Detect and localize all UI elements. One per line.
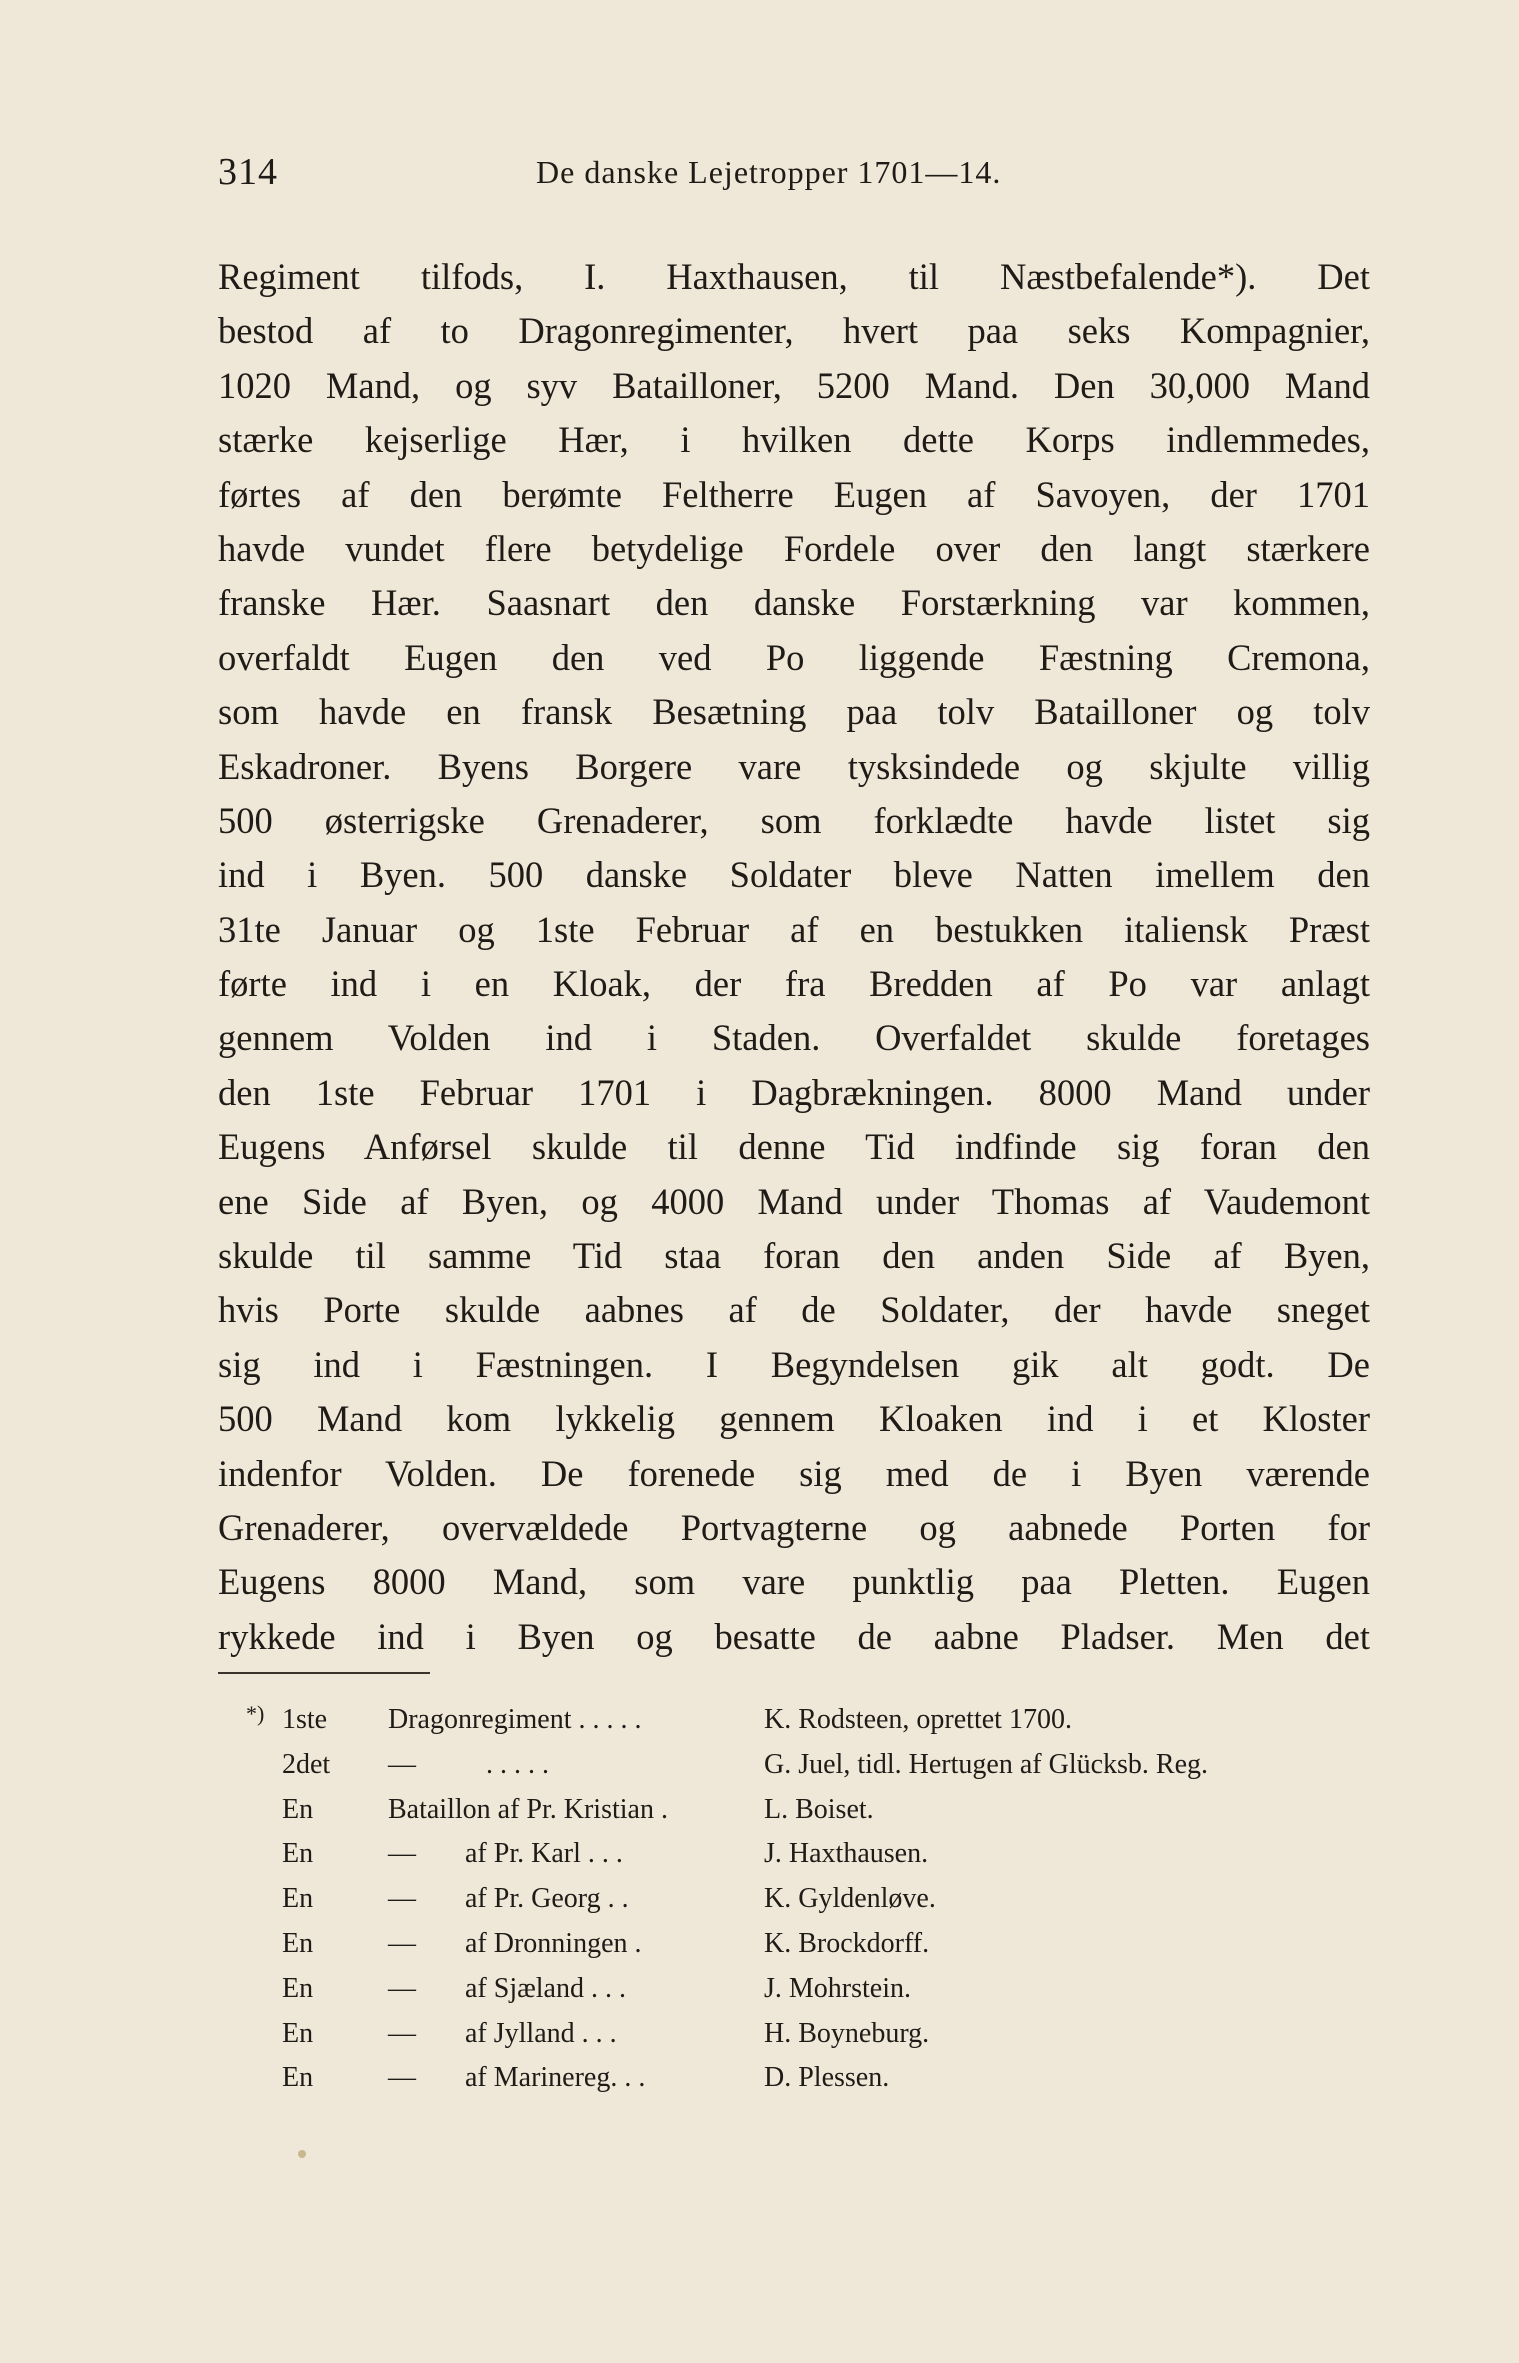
footnote-row	[270, 1832, 1380, 1877]
footnote-row	[270, 1788, 1380, 1833]
footnote-description: — af Marinereg. . .	[388, 2062, 646, 2094]
footnote-description: — af Pr. Georg . .	[388, 1883, 629, 1915]
footnote-row	[270, 1743, 1380, 1788]
text-line: ind i Byen. 500 danske Soldater bleve Natten imellem den	[218, 854, 1370, 896]
text-line: Regiment tilfods, I. Haxthausen, til Næstbefalende*). Det	[218, 256, 1370, 297]
footnote-description: Dragonregiment . . . . .	[388, 1704, 642, 1735]
text-line: den 1ste Februar 1701 i Dagbrækningen. 8000 Mand under	[218, 1071, 1370, 1113]
footnote-commander: J. Haxthausen.	[764, 1838, 929, 1870]
text-line: hvis Porte skulde aabnes af de Soldater, der havde sneget	[218, 1289, 1370, 1331]
text-line: ene Side af Byen, og 4000 Mand under Thomas af Vaudemont	[218, 1180, 1370, 1222]
footnote-unit: 1ste	[282, 1704, 328, 1735]
text-line: stærke kejserlige Hær, i hvilken dette Korps indlemmedes,	[218, 419, 1370, 461]
footnote-commander: L. Boiset.	[764, 1793, 874, 1825]
text-line: overfaldt Eugen den ved Po liggende Fæstning Cremona,	[218, 636, 1370, 678]
footnote-description: — af Dronningen .	[388, 1927, 642, 1959]
footnote-row	[270, 1877, 1380, 1922]
footnote-description: — af Jylland . . .	[388, 2017, 617, 2049]
text-line: 500 østerrigske Grenaderer, som forklædte havde listet sig	[218, 799, 1370, 841]
text-line: førte ind i en Kloak, der fra Bredden af Po var anlagt	[218, 963, 1370, 1005]
footnote-marker: *)	[246, 1701, 265, 1726]
footnote-divider	[218, 1672, 430, 1674]
footnote-unit: En	[282, 1838, 314, 1870]
text-line: Eugens Anførsel skulde til denne Tid indfinde sig foran den	[218, 1126, 1370, 1168]
text-line: havde vundet flere betydelige Fordele over den langt stærkere	[218, 527, 1370, 569]
text-line: sig ind i Fæstningen. I Begyndelsen gik alt godt. De	[218, 1343, 1370, 1385]
text-line: gennem Volden ind i Staden. Overfaldet skulde foretages	[218, 1017, 1370, 1059]
footnote-commander: D. Plessen.	[764, 2062, 890, 2094]
footnote-row	[270, 2012, 1380, 2057]
text-line: som havde en fransk Besætning paa tolv Batailloner og tolv	[218, 691, 1370, 733]
text-line: førtes af den berømte Feltherre Eugen af Savoyen, der 1701	[218, 473, 1370, 515]
running-title: De danske Lejetropper 1701—14.	[536, 154, 1002, 190]
text-line: 31te Januar og 1ste Februar af en bestukken italiensk Præst	[218, 908, 1370, 950]
footnote-commander: H. Boyneburg.	[764, 2017, 930, 2049]
footnote-unit: En	[282, 1883, 314, 1915]
text-line: Eugens 8000 Mand, som vare punktlig paa Pletten. Eugen	[218, 1561, 1370, 1603]
footnote-row	[270, 1922, 1380, 1967]
footnote-unit: En	[282, 2062, 314, 2094]
footnote-table	[246, 1698, 1380, 2101]
footnote-commander: G. Juel, tidl. Hertugen af Glücksb. Reg.	[764, 1748, 1209, 1780]
text-line: Grenaderer, overvældede Portvagterne og aabnede Porten for	[218, 1506, 1370, 1548]
footnote-description: — af Sjæland . . .	[388, 1972, 626, 2004]
text-line: franske Hær. Saasnart den danske Forstærkning var kommen,	[218, 582, 1370, 624]
footnote-commander: K. Rodsteen, oprettet 1700.	[764, 1704, 1072, 1735]
text-line: Eskadroner. Byens Borgere vare tysksindede og skjulte villig	[218, 745, 1370, 787]
footnote-description: — af Pr. Karl . . .	[388, 1838, 623, 1870]
footnote-unit: En	[282, 1793, 314, 1825]
footnote-row	[270, 1967, 1380, 2012]
paper-speck	[298, 2150, 306, 2158]
footnote-unit: En	[282, 2017, 314, 2049]
text-line: 500 Mand kom lykkelig gennem Kloaken ind i et Kloster	[218, 1398, 1370, 1440]
body-text	[218, 250, 1370, 1664]
page-header	[218, 150, 1388, 210]
page-number: 314	[218, 151, 278, 193]
footnote-row	[246, 1698, 1380, 1743]
footnote-unit: En	[282, 1927, 314, 1959]
footnote-description: — . . . . .	[388, 1748, 549, 1780]
footnote-unit: 2det	[282, 1748, 331, 1780]
footnote-unit: En	[282, 1972, 314, 2004]
footnote-commander: K. Brockdorff.	[764, 1927, 930, 1959]
text-line: indenfor Volden. De forenede sig med de i Byen værende	[218, 1452, 1370, 1494]
footnote-commander: K. Gyldenløve.	[764, 1883, 936, 1915]
footnote-description: Bataillon af Pr. Kristian .	[388, 1793, 668, 1825]
footnote-row	[270, 2056, 1380, 2101]
footnote-commander: J. Mohrstein.	[764, 1972, 911, 2004]
text-line: rykkede ind i Byen og besatte de aabne Pladser. Men det	[218, 1615, 1370, 1657]
text-line: skulde til samme Tid staa foran den anden Side af Byen,	[218, 1235, 1370, 1277]
text-line: bestod af to Dragonregimenter, hvert paa seks Kompagnier,	[218, 310, 1370, 352]
text-line: 1020 Mand, og syv Batailloner, 5200 Mand. Den 30,000 Mand	[218, 364, 1370, 406]
